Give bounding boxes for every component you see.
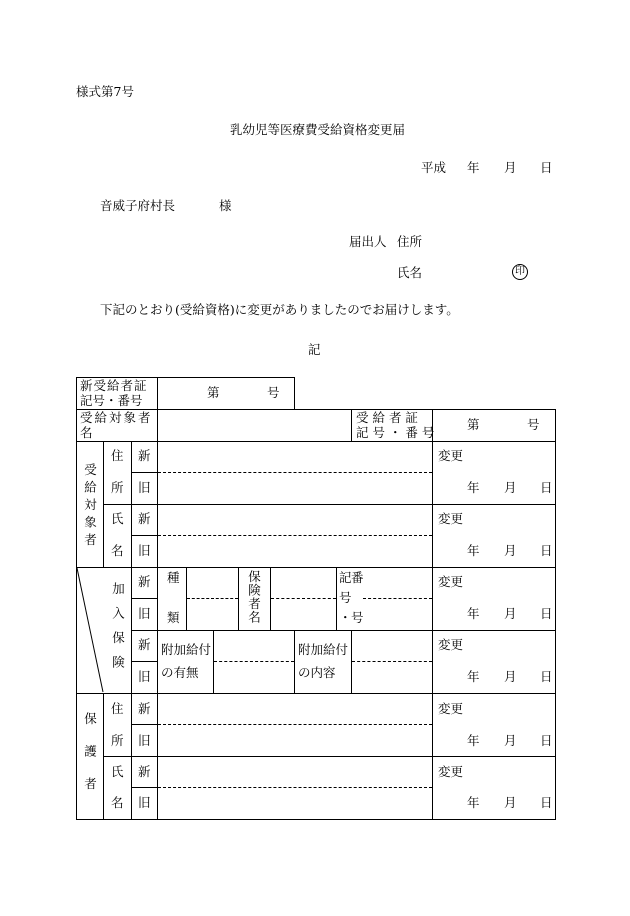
change-day: 日: [540, 606, 553, 621]
ki-label: 記: [308, 342, 321, 357]
change-year: 年: [467, 669, 480, 684]
cert-label-1: 受 給 者 証: [356, 410, 418, 425]
recipient-section-label: 受給対象者: [82, 463, 98, 551]
additional-content-label-2: の内容: [298, 665, 336, 680]
new-5: 新: [138, 701, 151, 716]
applicant-label: 届出人: [349, 234, 387, 249]
recipient-name-label-2: 名: [80, 425, 93, 440]
cert-label-2: 記 号 ・ 番 号: [356, 425, 435, 440]
additional-benefit-label-2: の有無: [161, 665, 199, 680]
change-day: 日: [540, 795, 553, 810]
change-day: 日: [540, 733, 553, 748]
new-6: 新: [138, 764, 151, 779]
change-label: 変更: [438, 511, 464, 526]
change-label: 変更: [438, 574, 464, 589]
old-6: 旧: [138, 795, 151, 810]
change-day: 日: [540, 480, 553, 495]
kind-char-1: 種: [167, 570, 180, 585]
change-year: 年: [467, 733, 480, 748]
change-month: 月: [504, 480, 517, 495]
new-1: 新: [138, 448, 151, 463]
form-title: 乳幼児等医療費受給資格変更届: [230, 122, 406, 137]
recipient-name-char-1: 氏: [111, 511, 124, 526]
new-4: 新: [138, 637, 151, 652]
new-cert-label-1: 新受給者証: [80, 378, 148, 393]
guardian-section-label: 保護者: [82, 712, 98, 810]
cert-go: 号: [527, 417, 540, 432]
old-2: 旧: [138, 543, 151, 558]
change-month: 月: [504, 543, 517, 558]
kigo-char-2: 番: [351, 570, 364, 585]
change-month: 月: [504, 795, 517, 810]
honorific: 様: [219, 198, 232, 213]
kind-char-2: 類: [167, 610, 180, 625]
additional-content-label-1: 附加給付: [298, 642, 349, 657]
old-4: 旧: [138, 669, 151, 684]
change-year: 年: [467, 480, 480, 495]
date-month: 月: [504, 160, 517, 175]
name-label: 氏名: [397, 265, 423, 280]
change-label: 変更: [438, 448, 464, 463]
guardian-address-char-1: 住: [111, 701, 124, 716]
recipient-name-char-2: 名: [111, 543, 124, 558]
change-day: 日: [540, 543, 553, 558]
kigo-char-3: 号: [339, 590, 352, 605]
kigo-char-5: 号: [351, 610, 364, 625]
recipient-address-char-1: 住: [111, 448, 124, 463]
date-year: 年: [467, 160, 480, 175]
kigo-char-4: ・: [339, 610, 352, 625]
change-label: 変更: [438, 701, 464, 716]
old-3: 旧: [138, 606, 151, 621]
new-2: 新: [138, 511, 151, 526]
change-year: 年: [467, 795, 480, 810]
statement: 下記のとおり(受給資格)に変更がありましたのでお届けします。: [100, 302, 459, 317]
guardian-address-char-2: 所: [111, 733, 124, 748]
guardian-name-char-1: 氏: [111, 764, 124, 779]
old-1: 旧: [138, 480, 151, 495]
old-5: 旧: [138, 733, 151, 748]
cert-dai: 第: [467, 417, 480, 432]
change-day: 日: [540, 669, 553, 684]
date-day: 日: [540, 160, 553, 175]
address-label: 住所: [397, 234, 423, 249]
additional-benefit-label-1: 附加給付: [161, 642, 212, 657]
recipient-name-label-1: 受給対象者: [80, 410, 153, 425]
new-3: 新: [138, 574, 151, 589]
change-year: 年: [467, 606, 480, 621]
new-cert-go: 号: [267, 385, 280, 400]
insurance-section-label: 加入保険: [110, 582, 126, 680]
change-month: 月: [504, 669, 517, 684]
kigo-char-1: 記: [339, 570, 352, 585]
form-number: 様式第7号: [76, 84, 134, 99]
date-era: 平成: [421, 160, 447, 175]
addressee: 音威子府村長: [100, 198, 176, 213]
seal-mark: 印: [512, 264, 528, 280]
change-label: 変更: [438, 764, 464, 779]
change-month: 月: [504, 606, 517, 621]
new-cert-label-2: 記号・番号: [80, 393, 143, 408]
change-month: 月: [504, 733, 517, 748]
recipient-address-char-2: 所: [111, 480, 124, 495]
new-cert-dai: 第: [207, 385, 220, 400]
change-year: 年: [467, 543, 480, 558]
insurer-name-label: 保険者名: [246, 570, 262, 624]
change-label: 変更: [438, 637, 464, 652]
guardian-name-char-2: 名: [111, 795, 124, 810]
